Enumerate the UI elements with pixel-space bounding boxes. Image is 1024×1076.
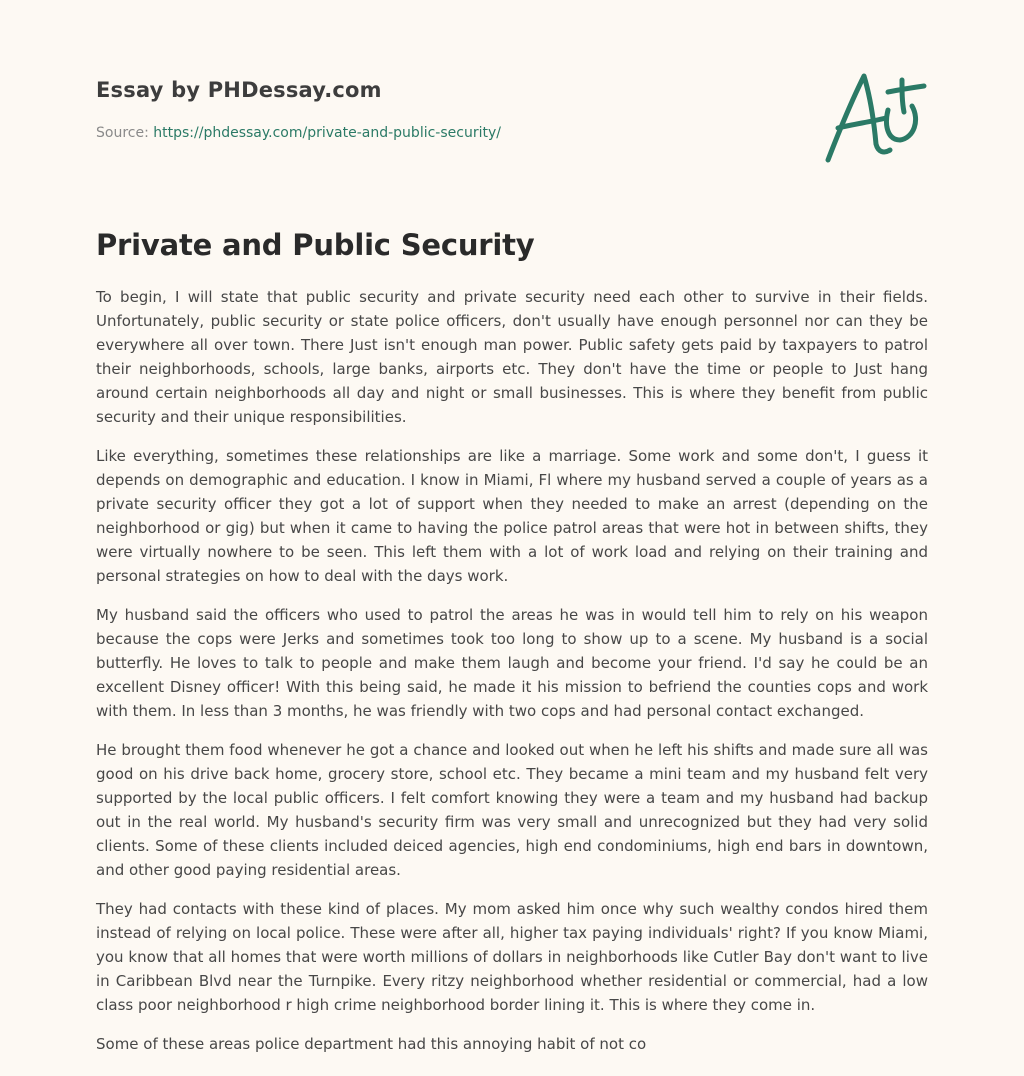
source-link[interactable]: https://phdessay.com/private-and-public-security/	[153, 125, 501, 141]
essay-paragraph: He brought them food whenever he got a chance and looked out when he left his shifts and made sure all was good on his drive back home, grocery store, school etc. They became a mini team and my husband felt very supported by the local public officers. I felt comfort knowing they were a team and my husband had backup out in the real world. My husband's security firm was very small and unrecognized but they had very solid clients. Some of these clients included deiced agencies, high end condominiums, high end bars in downtown, and other good paying residential areas.	[96, 741, 928, 879]
essay-paragraph: Some of these areas police department had this annoying habit of not co	[96, 1035, 647, 1053]
site-title: Essay by PHDessay.com	[96, 78, 382, 102]
essay-paragraph: My husband said the officers who used to patrol the areas he was in would tell him to rely on his weapon because the cops were Jerks and sometimes took too long to show up to a scene. My husband is a social butterfly. He loves to talk to people and make them laugh and become your friend. I'd say he could be an excellent Disney officer! With this being said, he made it his mission to befriend the counties cops and work with them. In less than 3 months, he was friendly with two cops and had personal contact exchanged.	[96, 606, 928, 720]
source-line	[96, 125, 501, 141]
essay-title: Private and Public Security	[96, 228, 535, 262]
essay-paragraph: Like everything, sometimes these relationships are like a marriage. Some work and some don't, I guess it depends on demographic and education. I know in Miami, Fl where my husband served a couple of years as a private security officer they got a lot of support when they needed to make an arrest (depending on the neighborhood or gig) but when it came to having the police patrol areas that were hot in between shifts, they were virtually nowhere to be seen. This left them with a lot of work load and relying on their training and personal strategies on how to deal with the days work.	[96, 447, 928, 585]
essay-body	[96, 285, 928, 1071]
source-label: Source:	[96, 125, 154, 141]
a-plus-logo-icon	[824, 66, 928, 166]
essay-paragraph: To begin, I will state that public security and private security need each other to survive in their fields. Unfortunately, public security or state police officers, don't usually have enough personnel nor can they be everywhere all over town. There Just isn't enough man power. Public safety gets paid by taxpayers to patrol their neighborhoods, schools, large banks, airports etc. They don't have the time or people to Just hang around certain neighborhoods all day and night or small businesses. This is where they benefit from public security and their unique responsibilities.	[96, 288, 928, 426]
essay-page	[96, 0, 928, 1053]
essay-paragraph: They had contacts with these kind of places. My mom asked him once why such wealthy condos hired them instead of relying on local police. These were after all, higher tax paying individuals' right? If you know Miami, you know that all homes that were worth millions of dollars in neighborhoods like Cutler Bay don't want to live in Caribbean Blvd near the Turnpike. Every ritzy neighborhood whether residential or commercial, had a low class poor neighborhood r high crime neighborhood border lining it. This is where they come in.	[96, 900, 928, 1014]
page-header	[96, 0, 928, 200]
